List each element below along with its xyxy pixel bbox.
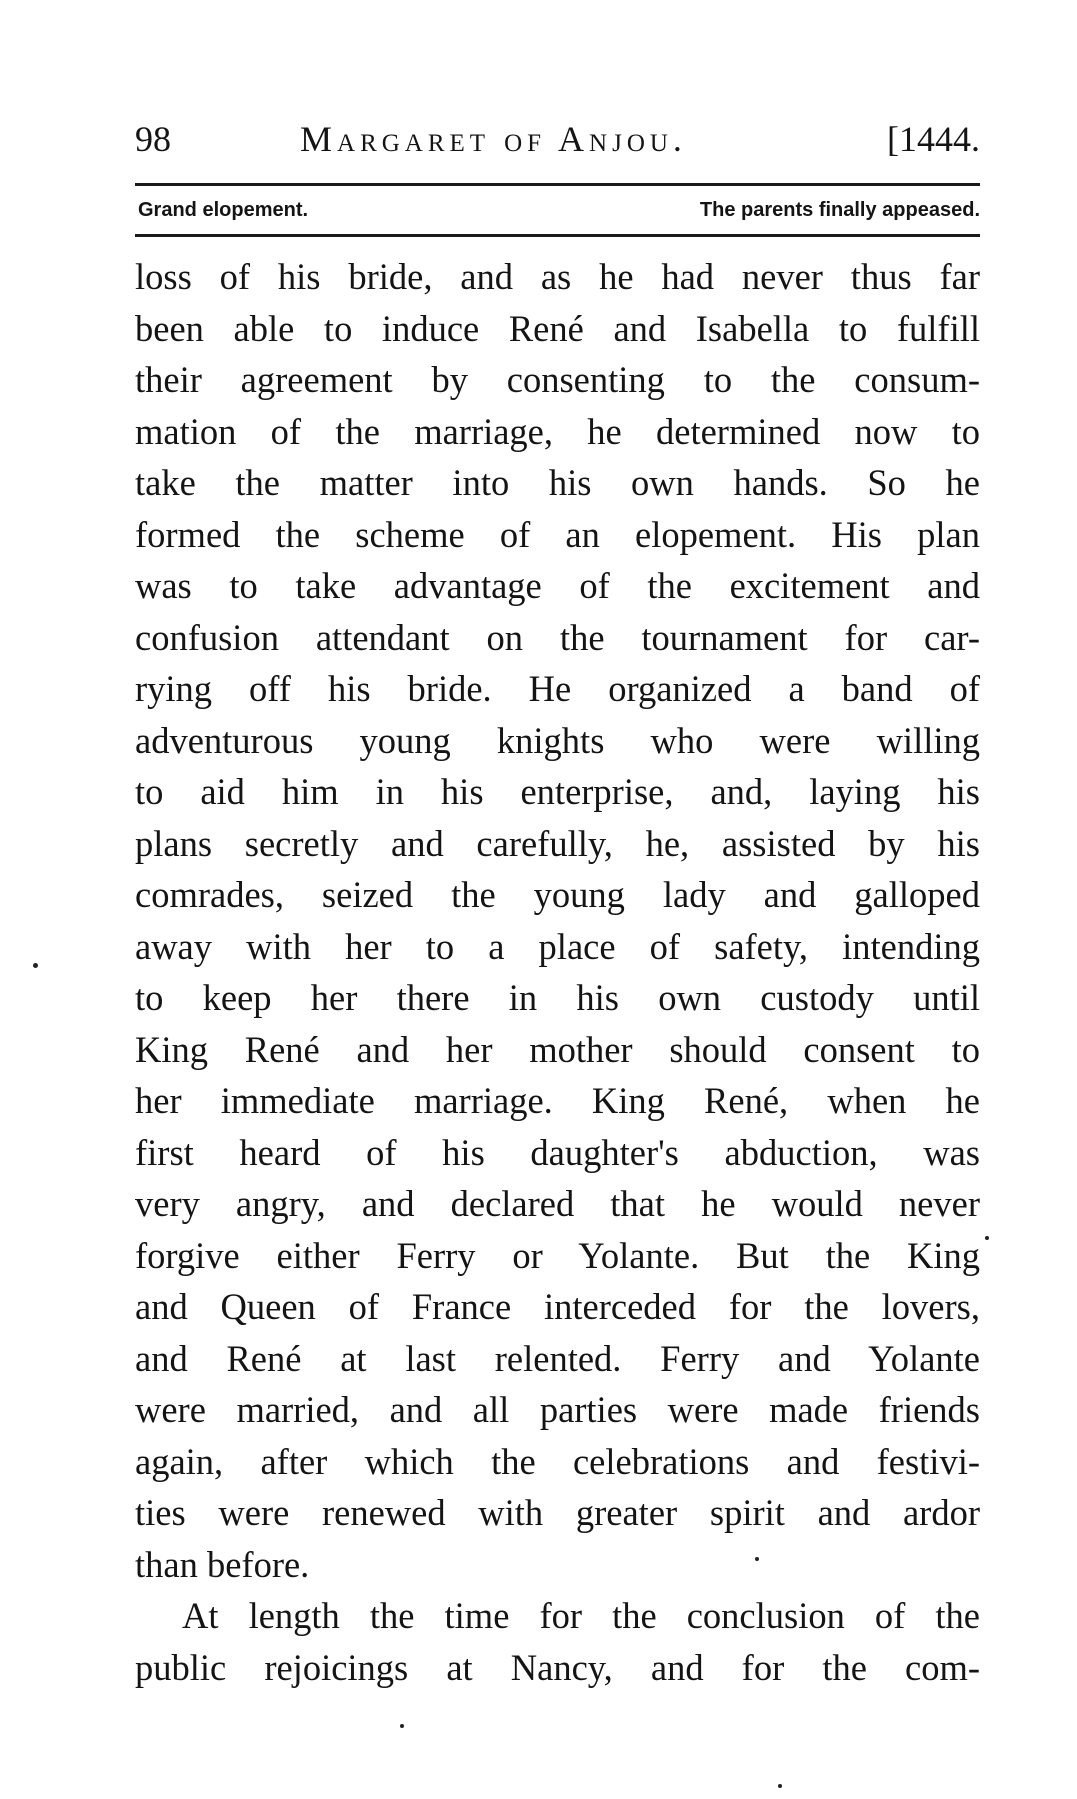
text-line: formed the scheme of an elopement. His plan [135,513,980,555]
text-line: were married, and all parties were made friends [135,1389,980,1430]
header-year: [1444. [887,119,980,159]
text-line: ties were renewed with greater spirit and ardor [135,1492,980,1533]
text-line: At length the time for the conclusion of the [182,1595,980,1636]
text-line: away with her to a place of safety, intending [135,925,980,967]
text-line: forgive either Ferry or Yolante. But the King [135,1234,980,1276]
text-line: been able to induce René and Isabella to fulfill [135,307,980,349]
text-line: confusion attendant on the tournament for car- [135,616,980,658]
paragraph [135,1590,980,1693]
text-line: their agreement by consenting to the consum- [135,359,980,400]
page-header [135,117,980,167]
text-line: take the matter into his own hands. So he [135,462,980,503]
text-line: to aid him in his enterprise, and, laying his [135,771,980,812]
text-line: was to take advantage of the excitement and [135,565,980,606]
text-line: plans secretly and carefully, he, assisted by his [135,822,980,864]
text-line: to keep her there in his own custody until [135,977,980,1018]
paragraph [135,251,980,1590]
text-line: adventurous young knights who were willing [135,719,980,761]
text-line: her immediate marriage. King René, when he [135,1080,980,1121]
text-line: mation of the marriage, he determined now to [135,410,980,452]
text-line: and René at last relented. Ferry and Yolante [135,1337,980,1379]
body-text [135,251,980,1693]
text-line: and Queen of France interceded for the lovers, [135,1286,980,1327]
text-line: very angry, and declared that he would never [135,1183,980,1224]
sidenote-right: The parents finally appeased. [699,199,980,221]
page-number: 98 [135,119,171,159]
text-line: rying off his bride. He organized a band of [135,668,980,709]
text-line: first heard of his daughter's abduction, was [135,1131,980,1173]
sidenote-left: Grand elopement. [138,199,309,221]
print-speck [755,1557,759,1561]
header-rule-top [135,183,980,186]
text-line: King René and her mother should consent to [135,1028,980,1070]
text-line: again, after which the celebrations and festivi- [135,1440,980,1482]
print-speck [985,1236,989,1240]
sidenotes-bar [135,192,980,228]
text-line: than before. [135,1543,310,1585]
print-speck [778,1784,782,1788]
print-speck [33,963,38,968]
header-rule-bottom [135,234,980,237]
print-speck [400,1724,404,1728]
text-line: comrades, seized the young lady and galloped [135,874,980,915]
running-title: Margaret of Anjou. [300,119,687,159]
text-line: public rejoicings at Nancy, and for the com- [135,1646,980,1688]
text-line: loss of his bride, and as he had never thus far [135,256,980,297]
